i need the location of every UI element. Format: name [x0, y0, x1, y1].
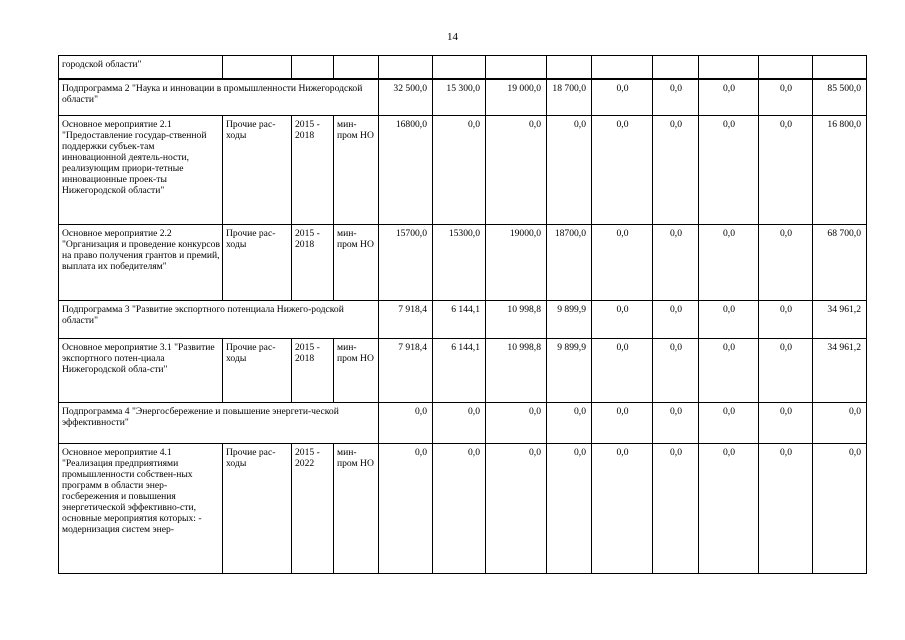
empty-cell — [813, 56, 867, 79]
value-cell: 9 899,9 — [547, 339, 592, 403]
value-cell: 0,0 — [699, 116, 759, 225]
value-cell: 34 961,2 — [813, 339, 867, 403]
value-cell: 0,0 — [653, 301, 699, 339]
value-cell: 0,0 — [379, 403, 433, 444]
value-cell: 0,0 — [653, 339, 699, 403]
value-cell: 7 918,4 — [379, 301, 433, 339]
value-cell: 18 700,0 — [547, 79, 592, 116]
executor: мин-пром НО — [334, 225, 379, 301]
value-cell: 0,0 — [433, 116, 486, 225]
value-cell: 0,0 — [653, 444, 699, 574]
executor: мин-пром НО — [334, 444, 379, 574]
value-cell: 15700,0 — [379, 225, 433, 301]
table-row — [59, 116, 867, 225]
period: 2015 - 2022 — [292, 444, 334, 574]
value-cell: 0,0 — [813, 444, 867, 574]
value-cell: 0,0 — [759, 339, 813, 403]
subprogram-name: Подпрограмма 2 "Наука и инновации в промышленности Нижегородской области" — [59, 79, 379, 116]
executor: мин-пром НО — [334, 339, 379, 403]
budget-table — [58, 55, 867, 574]
value-cell: 0,0 — [699, 301, 759, 339]
value-cell: 7 918,4 — [379, 339, 433, 403]
value-cell: 0,0 — [759, 225, 813, 301]
value-cell: 0,0 — [699, 225, 759, 301]
value-cell: 10 998,8 — [486, 339, 547, 403]
expense-type: Прочие рас-ходы — [223, 444, 292, 574]
empty-cell — [292, 56, 334, 79]
value-cell: 16 800,0 — [813, 116, 867, 225]
value-cell: 0,0 — [592, 339, 653, 403]
value-cell: 0,0 — [592, 79, 653, 116]
value-cell: 0,0 — [653, 116, 699, 225]
page-number: 14 — [447, 31, 458, 43]
value-cell: 0,0 — [547, 403, 592, 444]
value-cell: 0,0 — [699, 79, 759, 116]
value-cell: 0,0 — [759, 301, 813, 339]
value-cell: 0,0 — [699, 339, 759, 403]
value-cell: 0,0 — [699, 444, 759, 574]
expense-type: Прочие рас-ходы — [223, 339, 292, 403]
value-cell: 0,0 — [592, 444, 653, 574]
value-cell: 0,0 — [813, 403, 867, 444]
value-cell: 85 500,0 — [813, 79, 867, 116]
value-cell: 0,0 — [592, 301, 653, 339]
value-cell: 15 300,0 — [433, 79, 486, 116]
value-cell: 0,0 — [592, 116, 653, 225]
value-cell: 0,0 — [486, 403, 547, 444]
value-cell: 0,0 — [592, 225, 653, 301]
value-cell: 16800,0 — [379, 116, 433, 225]
value-cell: 10 998,8 — [486, 301, 547, 339]
measure-name: Основное мероприятие 4.1 "Реализация предприятиями промышленности собствен-ных программ в области энер-госбережения и повышения энергетической эффективно-сти, основные мероприятия которых: - модернизация систем энер- — [59, 444, 223, 574]
value-cell: 9 899,9 — [547, 301, 592, 339]
empty-cell — [653, 56, 699, 79]
value-cell: 32 500,0 — [379, 79, 433, 116]
empty-cell — [379, 56, 433, 79]
table-row — [59, 339, 867, 403]
value-cell: 0,0 — [433, 403, 486, 444]
value-cell: 0,0 — [486, 444, 547, 574]
value-cell: 68 700,0 — [813, 225, 867, 301]
empty-cell — [592, 56, 653, 79]
empty-cell — [433, 56, 486, 79]
value-cell: 0,0 — [759, 79, 813, 116]
value-cell: 0,0 — [547, 444, 592, 574]
value-cell: 0,0 — [759, 444, 813, 574]
table-row — [59, 56, 867, 79]
table-row — [59, 301, 867, 339]
subprogram-name: Подпрограмма 4 "Энергосбережение и повышение энергети-ческой эффективности" — [59, 403, 379, 444]
empty-cell — [547, 56, 592, 79]
value-cell: 0,0 — [699, 403, 759, 444]
value-cell: 0,0 — [759, 116, 813, 225]
value-cell: 0,0 — [486, 116, 547, 225]
value-cell: 15300,0 — [433, 225, 486, 301]
table-row — [59, 79, 867, 116]
period: 2015 - 2018 — [292, 116, 334, 225]
table-row — [59, 225, 867, 301]
value-cell: 0,0 — [653, 225, 699, 301]
empty-cell — [486, 56, 547, 79]
value-cell: 6 144,1 — [433, 301, 486, 339]
value-cell: 34 961,2 — [813, 301, 867, 339]
value-cell: 6 144,1 — [433, 339, 486, 403]
empty-cell — [223, 56, 292, 79]
table-row — [59, 444, 867, 574]
period: 2015 - 2018 — [292, 339, 334, 403]
value-cell: 0,0 — [653, 79, 699, 116]
measure-name: Основное мероприятие 2.2 "Организация и проведение конкурсов на право получения грантов и премий, выплата их победителям" — [59, 225, 223, 301]
value-cell: 0,0 — [379, 444, 433, 574]
subprogram-name: Подпрограмма 3 "Развитие экспортного потенциала Нижего-родской области" — [59, 301, 379, 339]
value-cell: 0,0 — [592, 403, 653, 444]
expense-type: Прочие рас-ходы — [223, 116, 292, 225]
expense-type: Прочие рас-ходы — [223, 225, 292, 301]
measure-name: Основное мероприятие 3.1 "Развитие экспортного потен-циала Нижегородской обла-сти" — [59, 339, 223, 403]
value-cell: 19 000,0 — [486, 79, 547, 116]
table-row — [59, 403, 867, 444]
value-cell: 0,0 — [433, 444, 486, 574]
value-cell: 0,0 — [759, 403, 813, 444]
period: 2015 - 2018 — [292, 225, 334, 301]
value-cell: 0,0 — [653, 403, 699, 444]
measure-name: Основное мероприятие 2.1 "Предоставление государ-ственной поддержки субъек-там инновационной деятель-ности, реализующим приори-тетные инновационные проек-ты Нижегородской области" — [59, 116, 223, 225]
empty-cell — [699, 56, 759, 79]
empty-cell — [759, 56, 813, 79]
value-cell: 19000,0 — [486, 225, 547, 301]
value-cell: 0,0 — [547, 116, 592, 225]
value-cell: 18700,0 — [547, 225, 592, 301]
row-name: городской области" — [59, 56, 223, 79]
empty-cell — [334, 56, 379, 79]
executor: мин-пром НО — [334, 116, 379, 225]
